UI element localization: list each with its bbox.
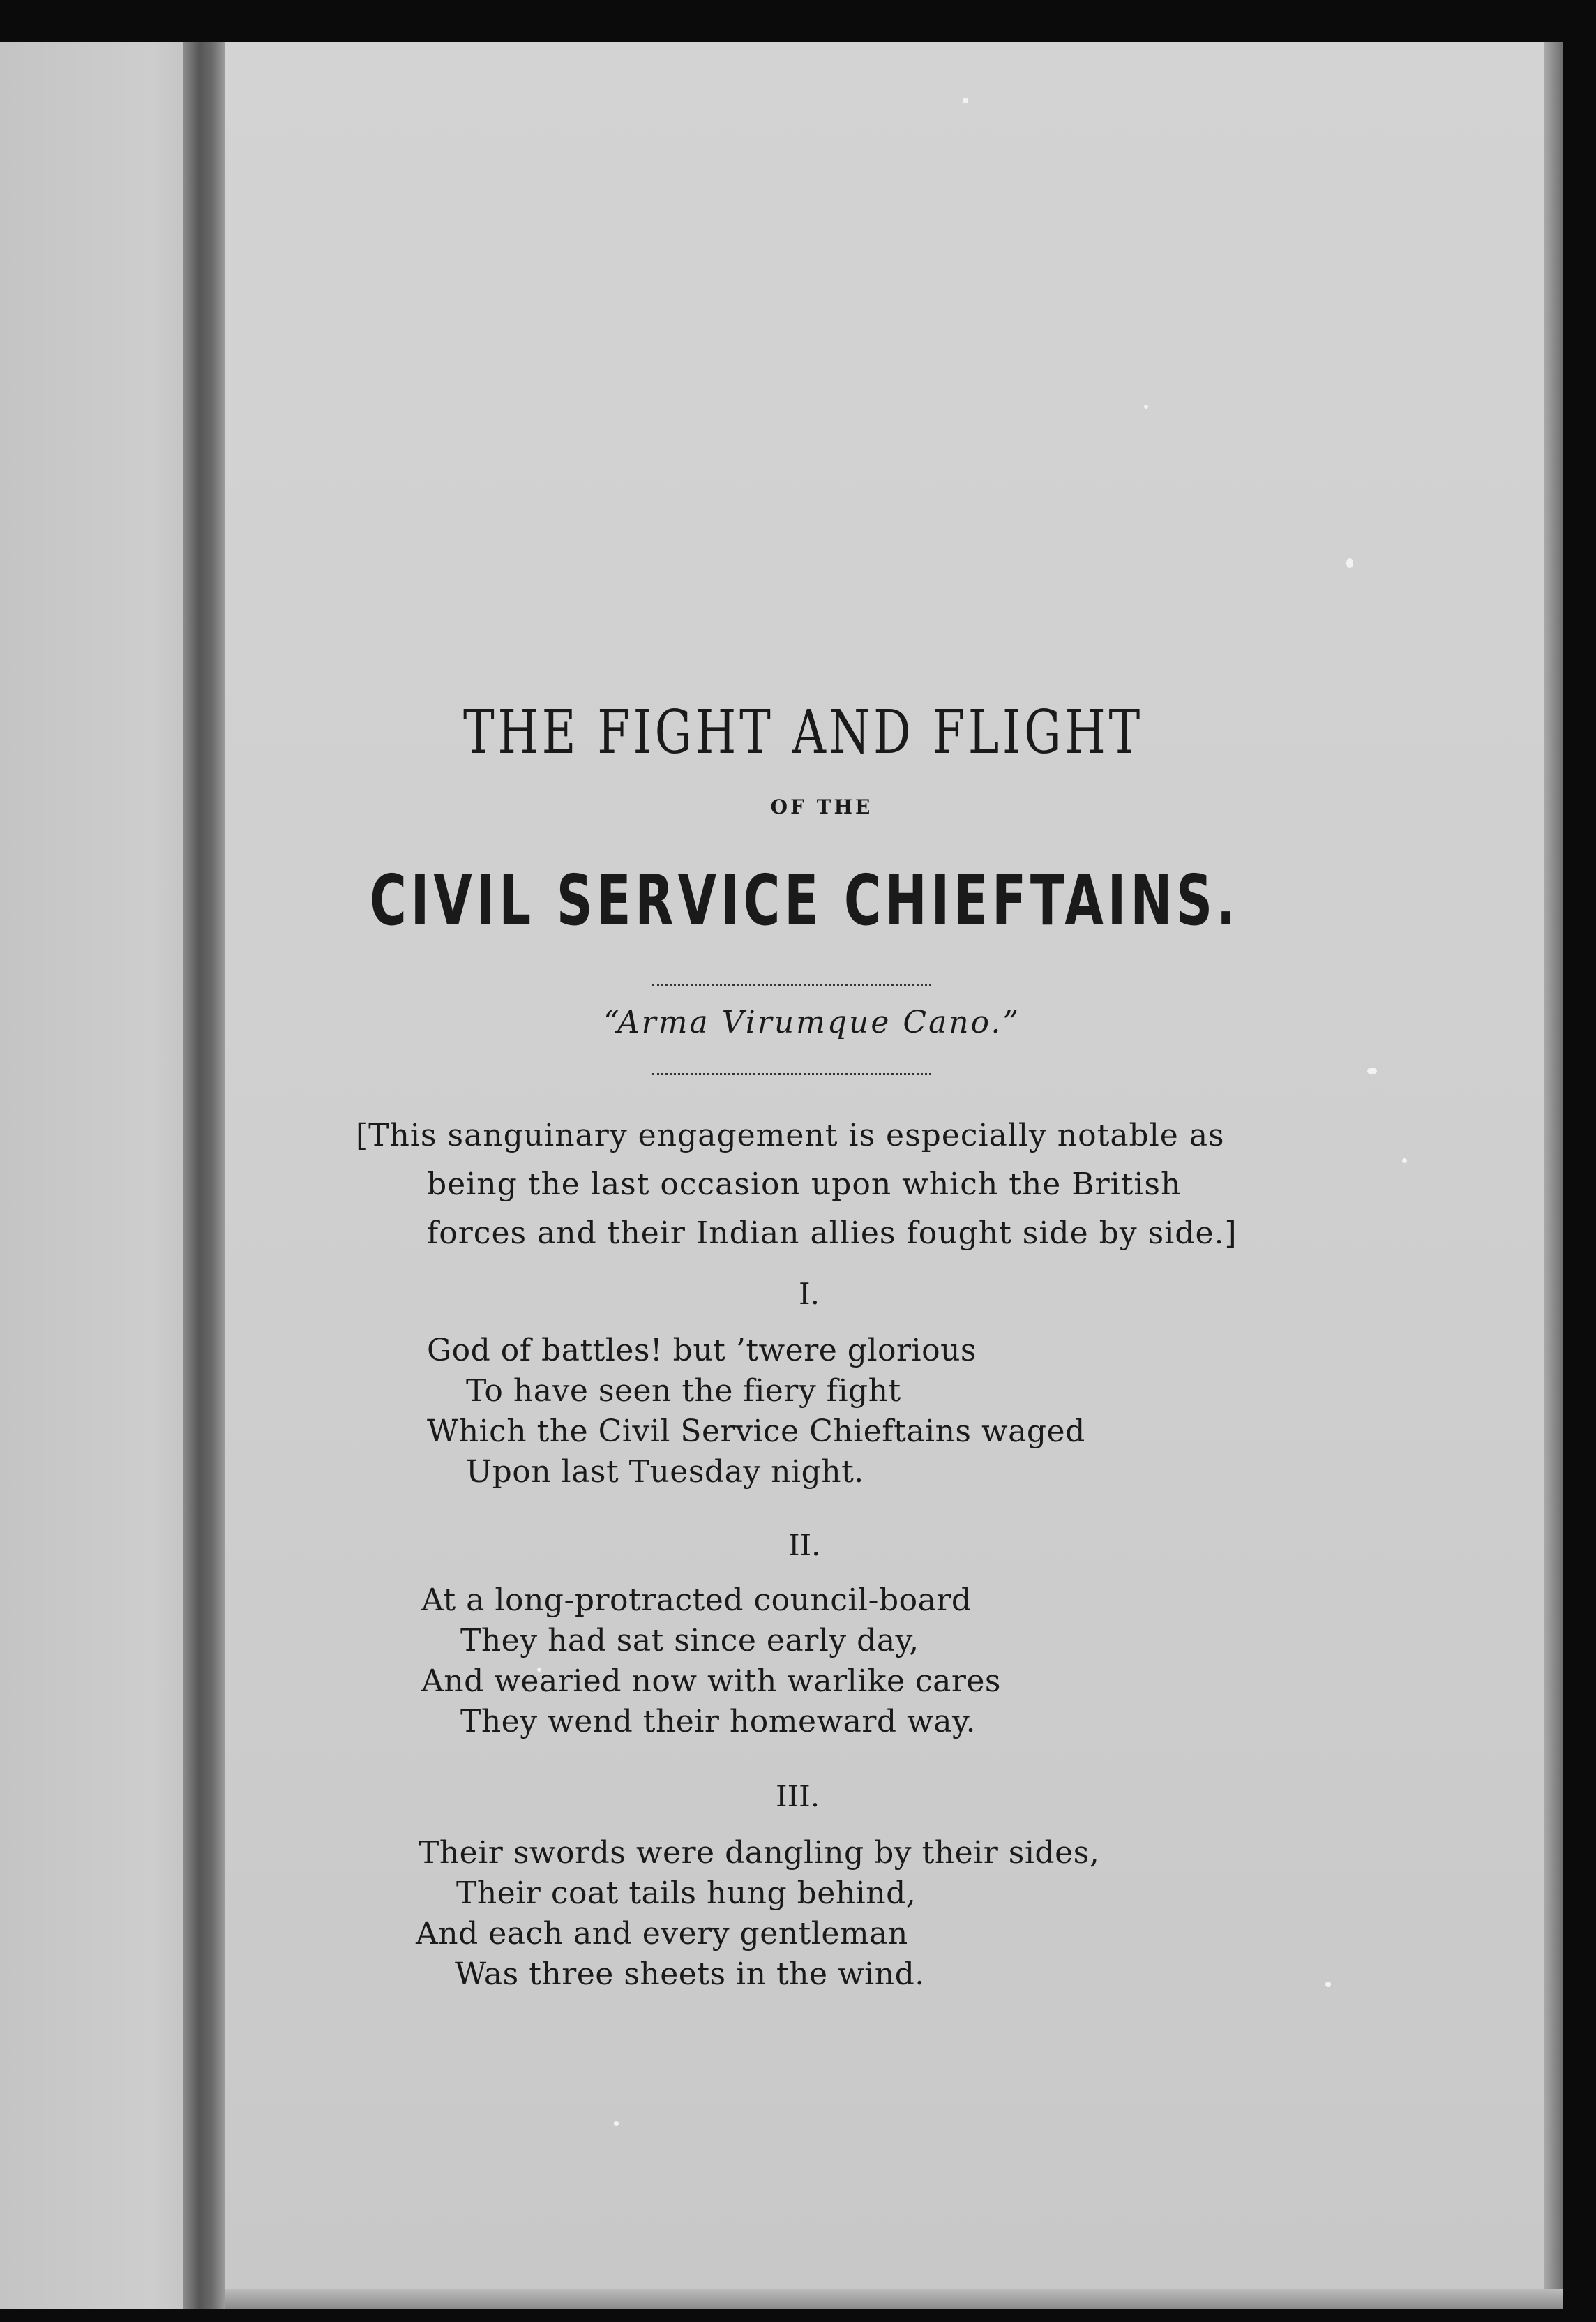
dust-speck: [1346, 558, 1353, 568]
title-of-the: OF THE: [770, 795, 873, 818]
stanza-number: II.: [788, 1528, 821, 1562]
dust-speck: [1367, 1068, 1377, 1074]
verse-line: And each and every gentleman: [416, 1916, 908, 1952]
dust-speck: [1144, 405, 1148, 409]
dust-speck: [1325, 1982, 1331, 1987]
note-line: [This sanguinary engagement is especially notable as: [356, 1118, 1225, 1153]
page-edge-shadow: [1544, 42, 1563, 2309]
verse-line: Was three sheets in the wind.: [455, 1956, 925, 1992]
verse-line: To have seen the fiery fight: [466, 1373, 901, 1409]
motto: “Arma Virumque Cano.”: [603, 1005, 1021, 1040]
dust-speck: [1402, 1158, 1407, 1163]
verse-line: God of battles! but ’twere glorious: [427, 1333, 977, 1368]
verse-line: Their swords were dangling by their sides,: [419, 1835, 1100, 1871]
divider-rule-top: [652, 984, 931, 986]
verse-line: At a long-protracted council-board: [421, 1582, 972, 1618]
note-line: forces and their Indian allies fought side by side.]: [427, 1215, 1237, 1251]
page-bottom-edge: [225, 2289, 1563, 2309]
verse-line: Which the Civil Service Chieftains waged: [427, 1414, 1085, 1449]
verse-line: They wend their homeward way.: [460, 1704, 976, 1739]
divider-rule-bottom: [652, 1073, 931, 1075]
book-spine: [183, 42, 225, 2309]
verse-line: Their coat tails hung behind,: [456, 1875, 917, 1911]
dust-speck: [963, 98, 968, 103]
stanza-number: III.: [776, 1779, 820, 1813]
verse-line: They had sat since early day,: [460, 1623, 919, 1658]
verse-line: And wearied now with warlike cares: [421, 1663, 1001, 1699]
title-line-1: THE FIGHT AND FLIGHT: [462, 698, 1143, 767]
note-line: being the last occasion upon which the British: [427, 1167, 1182, 1202]
title-line-2: CIVIL SERVICE CHIEFTAINS.: [370, 860, 1240, 941]
dust-speck: [614, 2121, 619, 2126]
verse-line: Upon last Tuesday night.: [466, 1454, 864, 1490]
stanza-number: I.: [799, 1277, 820, 1311]
